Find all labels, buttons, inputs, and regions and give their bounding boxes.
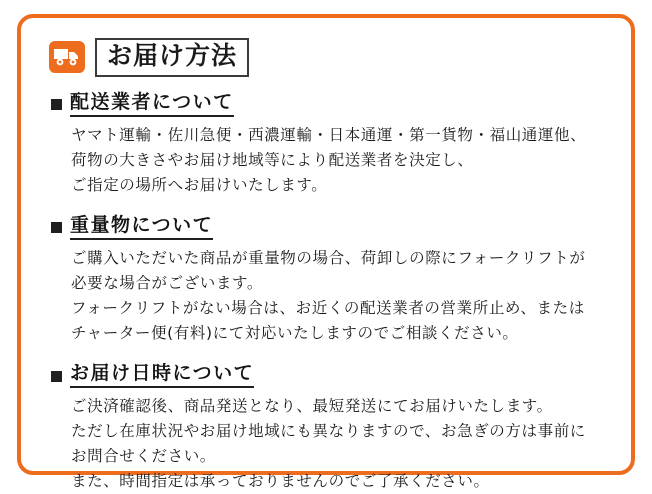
section-heading: 配送業者について [70, 91, 234, 117]
delivery-info-card [17, 14, 635, 491]
body-line: ただし在庫状況やお届け地域にも異なりますので、お急ぎの方は事前に [71, 422, 586, 441]
section-body [71, 394, 611, 494]
bullet-square-icon [51, 371, 62, 382]
body-line: チャーター便(有料)にて対応いたしますのでご相談ください。 [71, 324, 519, 342]
body-line: お問合せください。 [71, 447, 216, 466]
section-shipping-carriers [43, 91, 611, 198]
bullet-square-icon [51, 99, 62, 110]
body-line: 荷物の大きさやお届け地域等により配送業者を決定し、 [71, 150, 474, 169]
section-delivery-datetime [43, 362, 611, 494]
page-title: お届け方法 [95, 38, 249, 77]
section-body [71, 246, 611, 346]
body-line: ヤマト運輸・佐川急便・西濃運輸・日本通運・第一貨物・福山通運他、 [71, 125, 587, 144]
body-line: フォークリフトがない場合は、お近くの配送業者の営業所止め、または [71, 298, 585, 317]
body-line: また、時間指定は承っておりませんのでご了承ください。 [71, 472, 490, 491]
section-heading: 重量物について [70, 214, 213, 240]
bullet-square-icon [51, 222, 62, 233]
section-heading-row [51, 362, 611, 388]
delivery-truck-icon [49, 41, 85, 73]
card-title-row [49, 38, 611, 77]
section-heading-row [51, 91, 611, 117]
section-heading: お届け日時について [70, 362, 254, 388]
section-heading-row [51, 214, 611, 240]
body-line: 必要な場合がございます。 [71, 273, 263, 292]
section-body [71, 123, 611, 198]
body-line: ご決済確認後、商品発送となり、最短発送にてお届けいたします。 [71, 396, 553, 415]
section-heavy-items [43, 214, 611, 346]
body-line: ご購入いただいた商品が重量物の場合、荷卸しの際にフォークリフトが [71, 248, 586, 267]
body-line: ご指定の場所へお届けいたします。 [71, 175, 328, 194]
